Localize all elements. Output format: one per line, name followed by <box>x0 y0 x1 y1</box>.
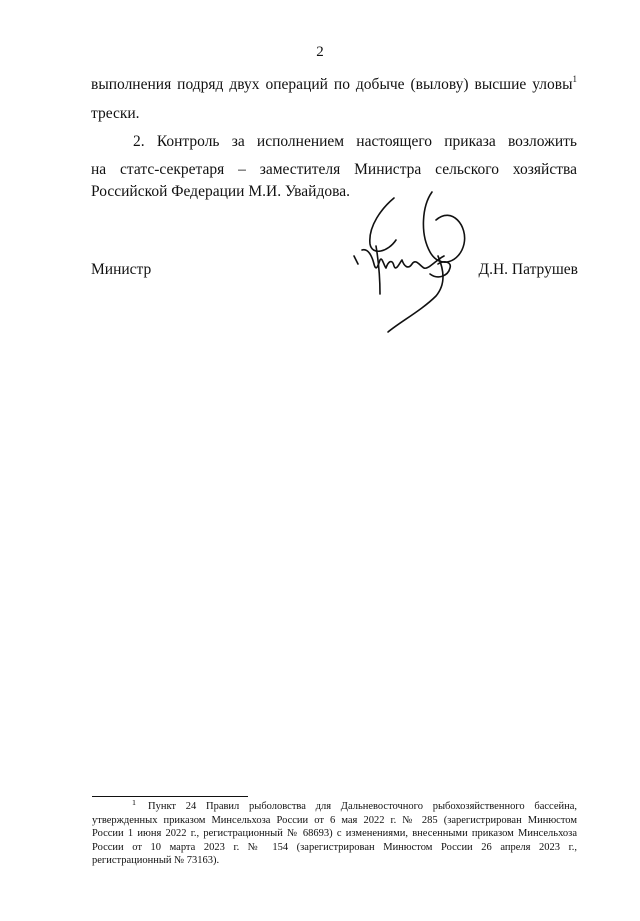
footnote-mark: 1 <box>132 800 136 807</box>
footnote-line: утвержденных приказом Минсельхоза России от 6 мая 2022 г. № 285 (зарегистрирован Минюстом <box>92 814 577 826</box>
footnote-divider <box>92 796 248 797</box>
body-line-5: Российской Федерации М.И. Увайдова. <box>91 183 350 200</box>
footnote-line <box>92 800 577 814</box>
body-line-1 <box>91 75 577 95</box>
footnote-line: России от 10 марта 2023 г. № 154 (зарегистрирован Минюстом России 26 апреля 2023 г., <box>92 841 577 853</box>
page-number: 2 <box>316 44 324 60</box>
footnote-line: России 1 июня 2022 г., регистрационный № 68693) с изменениями, внесенными приказом Минсельхоза <box>92 828 577 839</box>
footnote-line: регистрационный № 73163). <box>92 855 220 866</box>
signer-name: Д.Н. Патрушев <box>478 261 578 278</box>
body-text: выполнения подряд двух операций по добыче (вылову) высшие уловы <box>91 76 573 93</box>
footnote <box>92 800 577 868</box>
footnote-ref: 1 <box>572 75 577 84</box>
body-line-2: трески. <box>91 105 140 122</box>
body-line-4: на статс-секретаря – заместителя Министра сельского хозяйства <box>91 161 577 178</box>
body-line-3: 2. Контроль за исполнением настоящего приказа возложить <box>133 133 577 150</box>
signer-title: Министр <box>91 261 152 278</box>
handwritten-signature <box>348 186 478 336</box>
footnote-text: Пункт 24 Правил рыболовства для Дальневосточного рыбохозяйственного бассейна, <box>148 801 577 812</box>
